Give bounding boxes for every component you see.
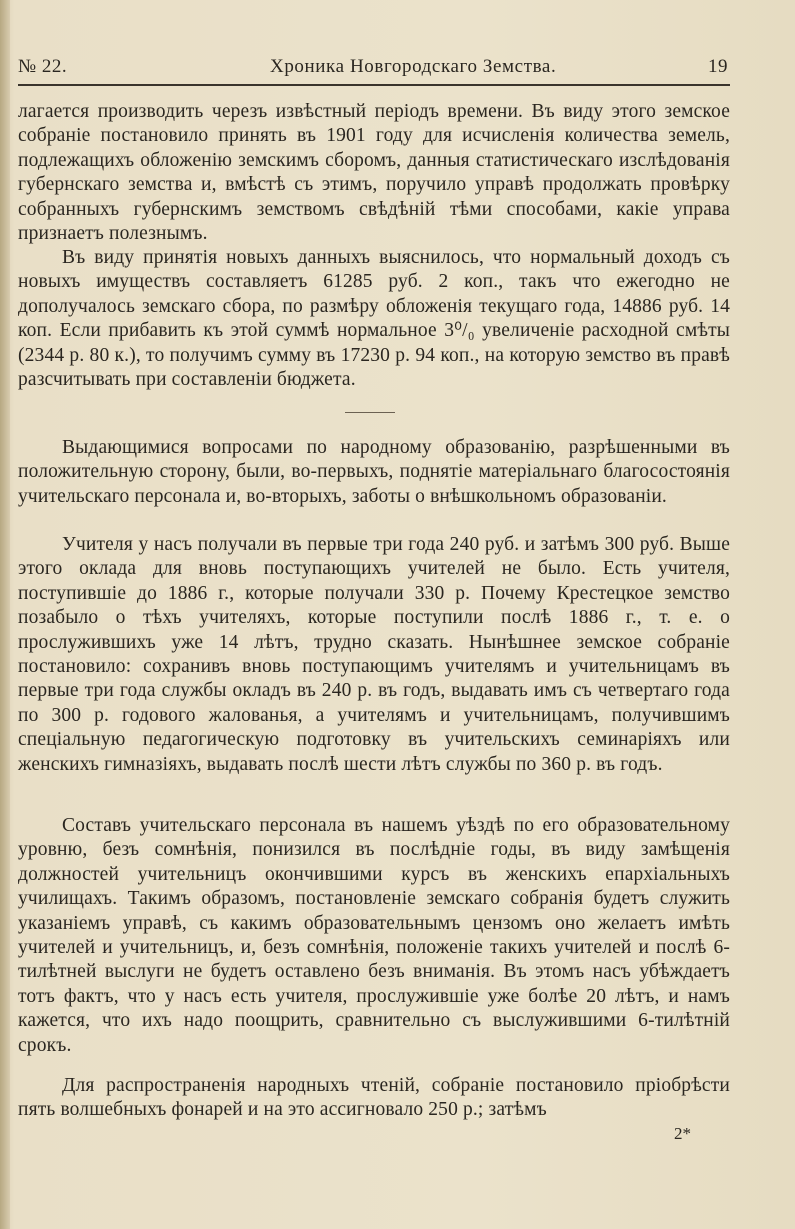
paragraph-continuation: лагается производить черезъ извѣстный періодъ времени. Въ виду этого земское собраніе постановило принять въ 1901 году для исчисленія количества земель, подлежащихъ обложенію земскимъ сборомъ, данныя статистическаго изслѣдованія губернскаго земства и, вмѣстѣ съ этимъ, поручило управѣ продолжать провѣрку собранныхъ губернскимъ земствомъ свѣдѣній тѣми способами, какіе управа признаетъ полезнымъ. [18,101,730,245]
paragraph-teacher-salaries: Учителя у насъ получали въ первые три года 240 руб. и затѣмъ 300 руб. Выше этого оклада для вновь поступающихъ учителей не было. Есть учителя, поступившіе до 1886 г., которые получали 330 р. Почему Крестецкое земство позабыло о тѣхъ учителяхъ, которые поступили послѣ 1886 г., т. е. о прослужившихъ уже 14 лѣтъ, трудно сказать. Нынѣшнее земское собраніе постановило: сохранивъ вновь поступающимъ учителямъ и учительницамъ въ первые три года службы окладъ въ 240 р. въ годъ, выдавать имъ съ четвертаго года по 300 р. годового жалованья, а учителямъ и учительницамъ, получившимъ спеціальную педагогическую подготовку въ учительскихъ семинаріяхъ или женскихъ гимназіяхъ, выдавать послѣ шести лѣтъ службы по 360 р. въ годъ. [18,534,730,775]
book-spine-shadow [0,0,10,1229]
page-number: 19 [708,56,728,77]
section-separator [345,412,395,413]
paragraph-teacher-staff: Составъ учительскаго персонала въ нашемъ уѣздѣ по его образовательному уровню, безъ сомнѣнія, понизился въ послѣдніе годы, въ виду замѣщенія должностей учительницъ окончившими курсъ въ женскихъ епархіальныхъ училищахъ. Такимъ образомъ, постановленіе земскаго собранія будетъ служить указаніемъ управѣ, съ какимъ образовательнымъ цензомъ оно желаетъ имѣть учителей и учительницъ, и, безъ сомнѣнія, положеніе такихъ учителей и послѣ 6-тилѣтней выслуги не будетъ оставлено безъ вниманія. Въ этомъ насъ убѣждаетъ тотъ фактъ, что у насъ есть учителя, прослужившіе уже болѣе 20 лѣтъ, и намъ кажется, что ихъ надо поощрить, сравнительно съ выслужившими 6-тилѣтній срокъ. [18,815,730,1056]
printer-signature-mark: 2* [674,1124,691,1143]
paragraph-education-issues: Выдающимися вопросами по народному образованію, разрѣшенными въ положительную сторону, были, во-первыхъ, поднятіе матеріальнаго благосостоянія учительскаго персонала и, во-вторыхъ, заботы о внѣшкольномъ образованіи. [18,437,730,507]
paragraph-public-readings: Для распространенія народныхъ чтеній, собраніе постановило пріобрѣсти пять волшебныхъ фонарей и на это ассигновало 250 р.; затѣмъ [18,1075,730,1121]
issue-number: № 22. [18,56,68,77]
journal-title: Хроника Новгородскаго Земства. [270,56,557,77]
running-header [18,56,728,84]
paragraph-income: Въ виду принятія новыхъ данныхъ выяснилось, что нормальный доходъ съ новыхъ имуществъ составляетъ 61285 руб. 2 коп., такъ что ежегодно не дополучалось земскаго сбора, по размѣру обложенія текущаго года, 14886 руб. 14 коп. Если прибавить къ этой суммѣ нормальное 3⁰/₀ увеличеніе расходной смѣты (2344 р. 80 к.), то получимъ сумму въ 17230 р. 94 коп., на которую земство въ правѣ разсчитывать при составленіи бюджета. [18,247,730,391]
header-rule [18,84,730,86]
